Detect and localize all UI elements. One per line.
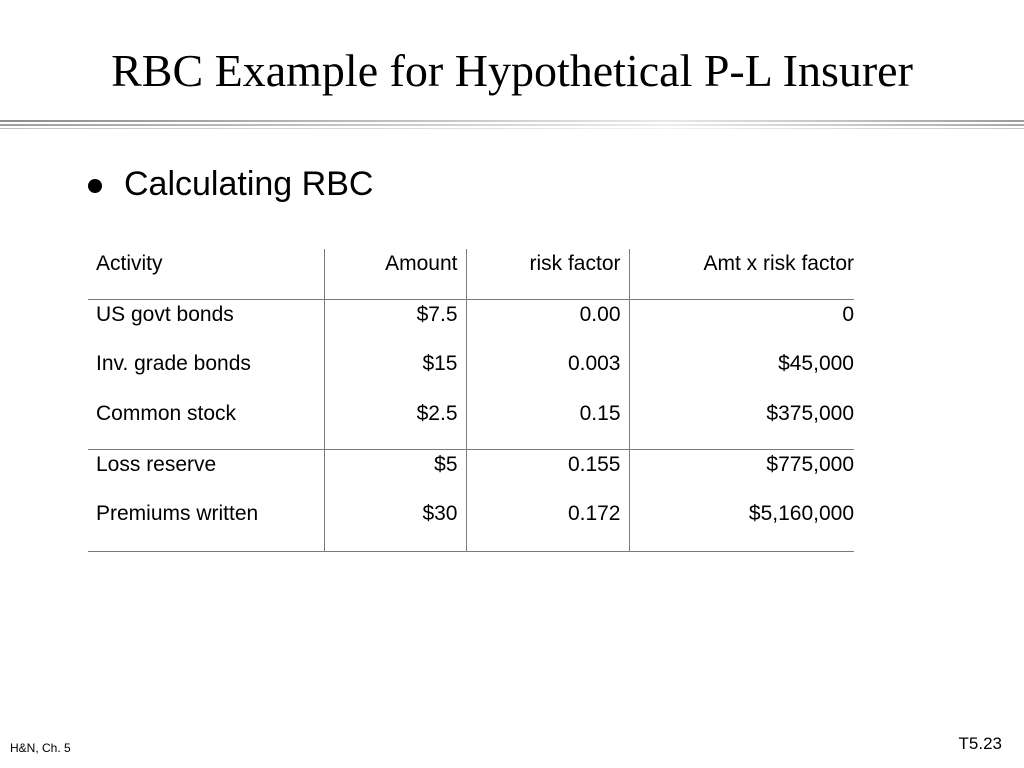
cell-activity: Common stock: [88, 399, 324, 449]
cell-amount: $30: [324, 499, 466, 551]
table-row: [88, 449, 854, 499]
cell-activity: Inv. grade bonds: [88, 349, 324, 399]
bullet-item: [88, 162, 373, 206]
table-row: [88, 349, 854, 399]
header-risk-factor: risk factor: [466, 249, 629, 299]
title-divider: [0, 128, 1024, 129]
cell-amt-x-risk-factor: $5,160,000: [629, 499, 854, 551]
table-row: [88, 499, 854, 551]
header-amt-x-risk-factor: Amt x risk factor: [629, 249, 854, 299]
footer-source: H&N, Ch. 5: [10, 741, 71, 755]
cell-activity: Premiums written: [88, 499, 324, 551]
header-activity: Activity: [88, 249, 324, 299]
cell-amount: $5: [324, 449, 466, 499]
cell-amt-x-risk-factor: $775,000: [766, 452, 854, 476]
cell-risk-factor: 0.00: [466, 299, 629, 349]
cell-amt-x-risk-factor: 0: [842, 302, 854, 326]
cell-amount: $2.5: [324, 399, 466, 449]
cell-amount: $15: [324, 349, 466, 399]
rbc-table: [88, 249, 854, 552]
cell-amt-x-risk-factor: $45,000: [778, 352, 854, 375]
bullet-dot-icon: [88, 179, 102, 193]
table-header-row: [88, 249, 854, 299]
title-divider: [0, 124, 1024, 126]
slide-title: RBC Example for Hypothetical P-L Insurer: [111, 45, 913, 96]
slide-number: T5.23: [958, 734, 1002, 753]
rbc-table-container: [88, 249, 854, 553]
cell-risk-factor: 0.172: [466, 499, 629, 551]
cell-amt-x-risk-factor: $375,000: [629, 399, 854, 449]
table-row: [88, 299, 854, 349]
cell-risk-factor: 0.003: [466, 349, 629, 399]
bullet-text: Calculating RBC: [124, 165, 374, 203]
cell-risk-factor: 0.15: [466, 399, 629, 449]
title-divider: [0, 120, 1024, 122]
table-row: [88, 399, 854, 449]
cell-amount: $7.5: [324, 299, 466, 349]
cell-activity: US govt bonds: [88, 299, 324, 349]
cell-risk-factor: 0.155: [466, 449, 629, 499]
header-amount: Amount: [324, 249, 466, 299]
cell-activity: Loss reserve: [88, 449, 324, 499]
